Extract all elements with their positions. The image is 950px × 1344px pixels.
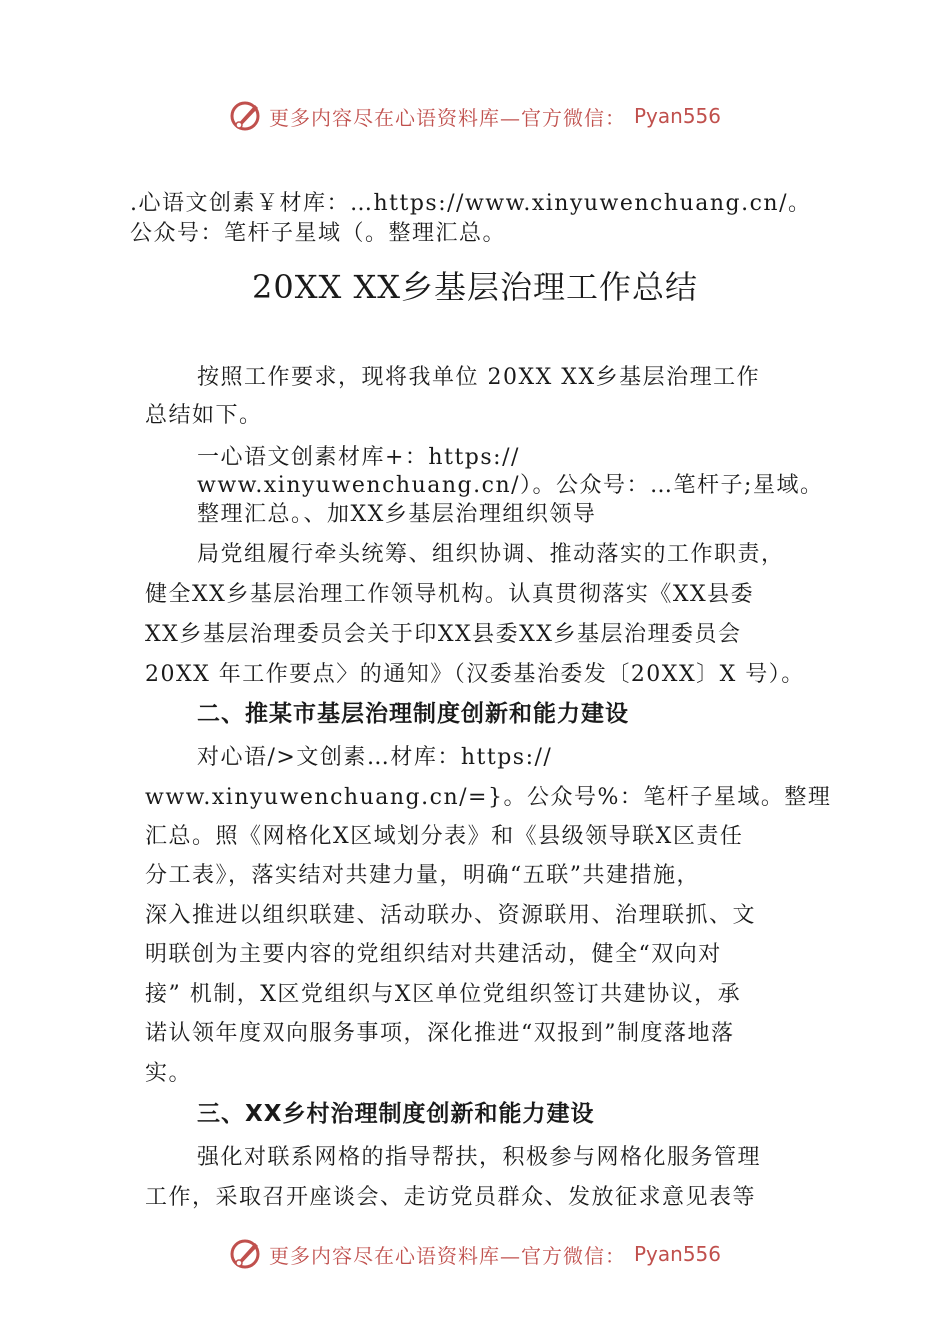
section3-line-1: 强化对联系网格的指导帮扶，积极参与网格化服务管理 xyxy=(197,1145,762,1170)
intro-line-1: 按照工作要求，现将我单位 20XX XX乡基层治理工作 xyxy=(197,365,761,390)
section3-line-2: 工作，采取召开座谈会、走访党员群众、发放征求意见表等 xyxy=(145,1185,757,1210)
pen-logo-icon xyxy=(229,1237,263,1271)
banner-text: 更多内容尽在心语资料库—官方微信： xyxy=(268,1243,626,1268)
intro-line-2: 总结如下。 xyxy=(145,403,263,428)
document-title: 20XX XX乡基层治理工作总结 xyxy=(251,268,699,306)
section1-line-1: 一心语文创素材库+：https:// xyxy=(197,445,520,470)
section1-para-line-1: 局党组履行牵头统筹、组织协调、推动落实的工作职责， xyxy=(197,542,785,567)
section2-line-4: 分工表》，落实结对共建力量，明确“五联”共建措施， xyxy=(145,863,700,888)
section1-line-3: 整理汇总。、加XX乡基层治理组织领导 xyxy=(197,502,597,527)
banner-wechat-id: Pyan556 xyxy=(633,104,721,128)
heading-section-3: 三、XX乡村治理制度创新和能力建设 xyxy=(197,1101,595,1127)
section2-line-1: 对心语/>文创素…材库：https:// xyxy=(197,745,553,770)
section2-line-8: 诺认领年度双向服务事项，深化推进“双报到”制度落地落 xyxy=(145,1021,735,1046)
section1-para-line-4: 20XX 年工作要点〉的通知》（汉委基治委发〔20XX〕X 号）。 xyxy=(145,662,805,687)
header-line-2: 公众号：笔杆子星域（。整理汇总。 xyxy=(130,221,507,246)
section2-line-2: www.xinyuwenchuang.cn/=}。公众号%：笔杆子星域。整理 xyxy=(145,785,832,810)
banner-text: 更多内容尽在心语资料库—官方微信： xyxy=(268,105,626,130)
section2-line-3: 汇总。照《网格化X区域划分表》和《县级领导联X区责任 xyxy=(145,824,744,849)
banner-wechat-id: Pyan556 xyxy=(633,1242,721,1266)
heading-section-2: 二、推某市基层治理制度创新和能力建设 xyxy=(197,701,629,727)
section2-line-6: 明联创为主要内容的党组织结对共建活动，健全“双向对 xyxy=(145,942,722,967)
section2-line-9: 实。 xyxy=(145,1061,193,1086)
watermark-banner-top xyxy=(0,96,950,136)
section1-para-line-2: 健全XX乡基层治理工作领导机构。认真贯彻落实《XX县委 xyxy=(145,582,755,607)
section1-para-line-3: XX乡基层治理委员会关于印XX县委XX乡基层治理委员会 xyxy=(145,622,742,647)
section2-line-7: 接” 机制，X区党组织与X区单位党组织签订共建协议，承 xyxy=(145,982,742,1007)
section1-line-2: www.xinyuwenchuang.cn/）。公众号：…笔杆子;星域。 xyxy=(197,473,824,498)
header-line-1: .心语文创素￥材库：…https://www.xinyuwenchuang.cn/。 xyxy=(130,191,812,216)
section2-line-5: 深入推进以组织联建、活动联办、资源联用、治理联抓、文 xyxy=(145,903,757,928)
watermark-banner-bottom xyxy=(0,1234,950,1274)
pen-logo-icon xyxy=(229,99,263,133)
